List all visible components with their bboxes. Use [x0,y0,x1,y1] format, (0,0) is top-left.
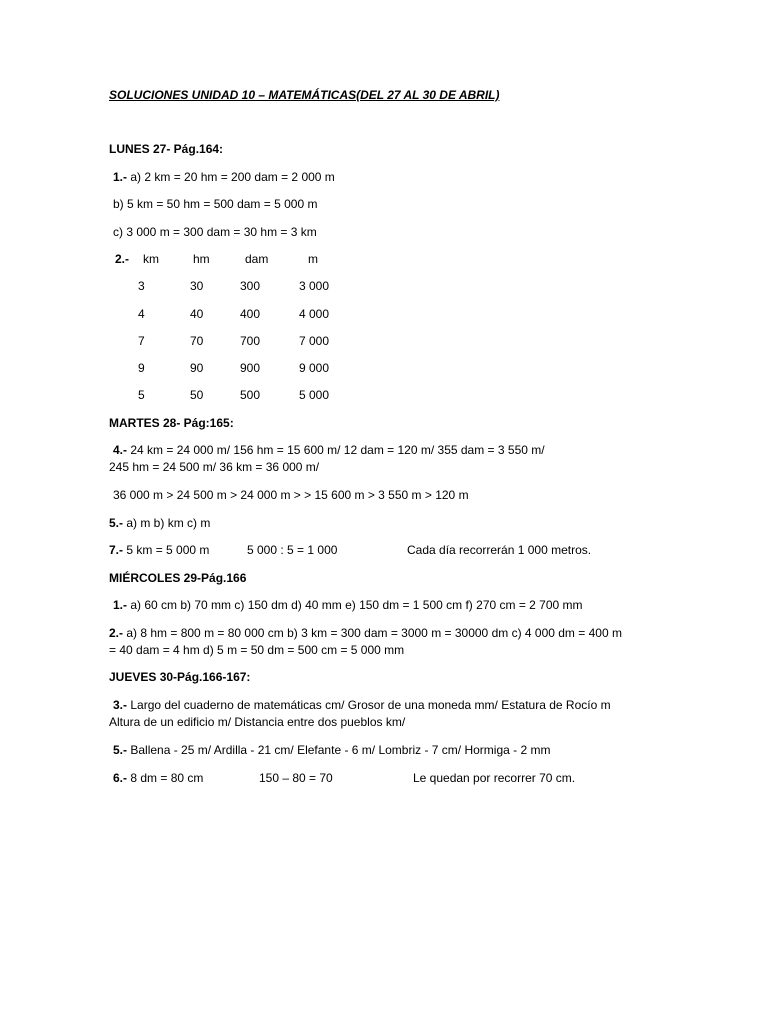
table-cell: 5 000 [299,388,330,402]
page-title: SOLUCIONES UNIDAD 10 – MATEMÁTICAS(DEL 27 AL 30 DE ABRIL) [109,88,500,102]
exercise-text: a) 2 km = 20 hm = 200 dam = 2 000 m [127,170,335,184]
jueves-heading: JUEVES 30-Pág.166-167: [109,670,251,684]
exercise-number: 1.- [113,598,128,612]
miercoles-ex2-line2: = 40 dam = 4 hm d) 5 m = 50 dm = 500 cm = 5 000 mm [109,643,405,657]
table-cell: 70 [190,334,204,348]
exercise-number: 2.- [109,626,124,640]
martes-ex4-line2: 245 hm = 24 500 m/ 36 km = 36 000 m/ [109,460,320,474]
table-header-m: m [308,252,318,266]
exercise-text: 8 dm = 80 cm [127,771,204,785]
table-cell: 30 [190,279,204,293]
table-cell: 7 [138,334,145,348]
exercise-text: a) m b) km c) m [123,516,211,530]
miercoles-ex1 [113,597,583,613]
lunes-heading: LUNES 27- Pág.164: [109,142,224,156]
exercise-text: Ballena - 25 m/ Ardilla - 21 cm/ Elefante - 6 m/ Lombriz - 7 cm/ Hormiga - 2 mm [127,743,551,757]
martes-ex7-c: Cada día recorrerán 1 000 metros. [407,543,592,557]
jueves-ex5 [113,742,550,758]
martes-ex7-a [109,542,209,558]
jueves-ex3-line2: Altura de un edificio m/ Distancia entre dos pueblos km/ [109,715,406,729]
jueves-ex6-b: 150 – 80 = 70 [259,771,333,785]
table-cell: 4 000 [299,307,330,321]
table-header-km: km [143,252,159,266]
table-cell: 900 [240,361,261,375]
exercise-number: 3.- [113,698,128,712]
table-cell: 5 [138,388,145,402]
table-cell: 40 [190,307,204,321]
martes-ex7-b: 5 000 : 5 = 1 000 [247,543,338,557]
jueves-ex6-c: Le quedan por recorrer 70 cm. [413,771,576,785]
exercise-number: 5.- [113,743,128,757]
exercise-text: a) 60 cm b) 70 mm c) 150 dm d) 40 mm e) 150 dm = 1 500 cm f) 270 cm = 2 700 mm [127,598,583,612]
table-cell: 700 [240,334,261,348]
table-cell: 9 [138,361,145,375]
table-cell: 500 [240,388,261,402]
martes-heading: MARTES 28- Pág:165: [109,416,234,430]
jueves-ex3-line1 [113,697,611,713]
lunes-ex1c: c) 3 000 m = 300 dam = 30 hm = 3 km [113,225,317,239]
table-cell: 3 [138,279,145,293]
lunes-ex1b: b) 5 km = 50 hm = 500 dam = 5 000 m [113,197,318,211]
table-cell: 50 [190,388,204,402]
table-cell: 7 000 [299,334,330,348]
exercise-text: 24 km = 24 000 m/ 156 hm = 15 600 m/ 12 dam = 120 m/ 355 dam = 3 550 m/ [127,443,545,457]
lunes-ex1a [113,169,335,185]
exercise-text: 5 km = 5 000 m [123,543,210,557]
martes-ex4-order: 36 000 m > 24 500 m > 24 000 m > > 15 600 m > 3 550 m > 120 m [113,488,469,502]
exercise-number: 7.- [109,543,124,557]
table-cell: 400 [240,307,261,321]
exercise-text: a) 8 hm = 800 m = 80 000 cm b) 3 km = 300 dam = 3000 m = 30000 dm c) 4 000 dm = 400 m [123,626,622,640]
martes-ex4-line1 [113,442,545,458]
miercoles-ex2-line1 [109,625,622,641]
martes-ex5 [109,515,210,531]
table-cell: 4 [138,307,145,321]
table-cell: 9 000 [299,361,330,375]
exercise-number: 6.- [113,771,128,785]
table-cell: 300 [240,279,261,293]
jueves-ex6-a [113,770,203,786]
exercise-number: 1.- [113,170,128,184]
table-header-dam: dam [245,252,269,266]
exercise-number: 4.- [113,443,128,457]
exercise-number: 5.- [109,516,124,530]
table-header-hm: hm [193,252,210,266]
table-cell: 3 000 [299,279,330,293]
exercise-text: Largo del cuaderno de matemáticas cm/ Grosor de una moneda mm/ Estatura de Rocío m [127,698,611,712]
lunes-ex2-number: 2.- [115,252,130,266]
miercoles-heading: MIÉRCOLES 29-Pág.166 [109,571,247,585]
table-cell: 90 [190,361,204,375]
